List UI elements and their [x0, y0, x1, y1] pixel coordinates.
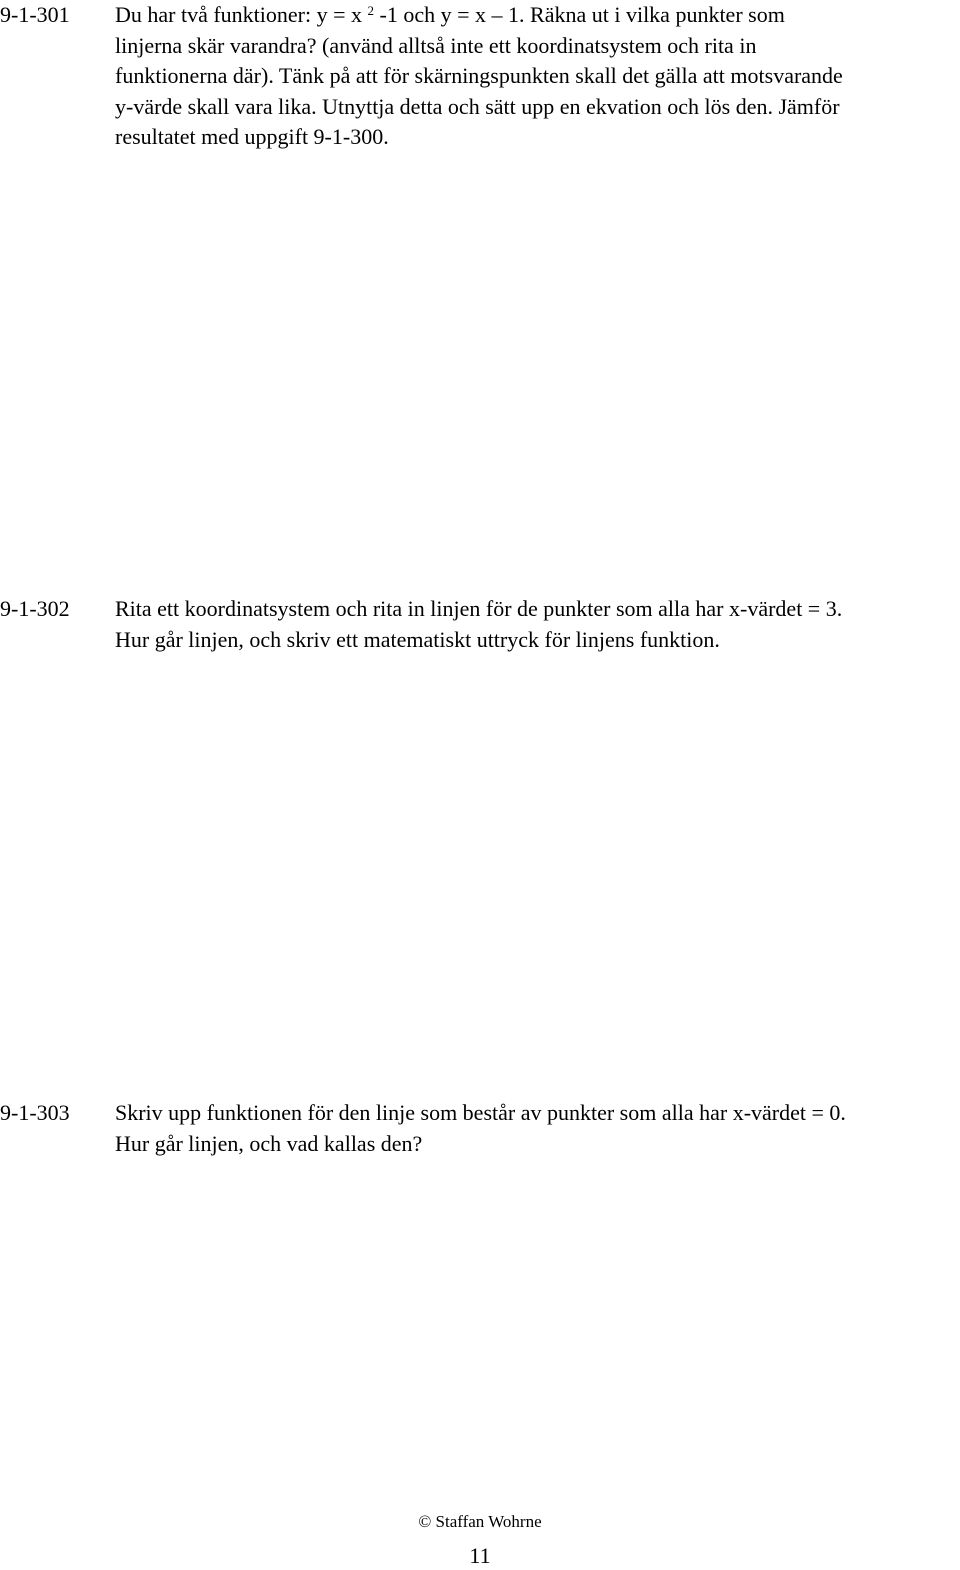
task-text-line: funktionerna där). Tänk på att för skärningspunkten skall det gälla att motsvarande — [115, 63, 843, 88]
page-number: 11 — [469, 1543, 491, 1568]
copyright-notice: © Staffan Wohrne — [418, 1512, 542, 1531]
exponent: 2 — [367, 3, 375, 18]
task-text-line: linjerna skär varandra? (använd alltså inte ett koordinatsystem och rita in — [115, 32, 757, 58]
task-text-line: Hur går linjen, och skriv ett matematiskt uttryck för linjens funktion. — [115, 626, 720, 652]
task-text-fragment: -1 och y = x – 1. Räkna ut i vilka punkter som — [374, 2, 785, 27]
task-number: 9-1-302 — [0, 596, 70, 621]
task-text-line: Skriv upp funktionen för den linje som består av punkter som alla har x-värdet = 0. — [115, 1100, 846, 1125]
task-text-line: Hur går linjen, och vad kallas den? — [115, 1130, 423, 1156]
task-number: 9-1-303 — [0, 1100, 70, 1125]
task-text — [115, 594, 960, 655]
task-text-line: y-värde skall vara lika. Utnyttja detta och sätt upp en ekvation och lös den. Jämför — [115, 93, 840, 119]
task-text-fragment: Du har två funktioner: y = x — [115, 2, 363, 27]
task-text — [115, 1098, 960, 1159]
task-text-line — [115, 0, 960, 31]
task-number: 9-1-301 — [0, 2, 70, 27]
task-text-line: Rita ett koordinatsystem och rita in linjen för de punkter som alla har x-värdet = 3. — [115, 596, 843, 621]
task-text-line: resultatet med uppgift 9-1-300. — [115, 124, 389, 149]
task-text — [115, 0, 960, 153]
